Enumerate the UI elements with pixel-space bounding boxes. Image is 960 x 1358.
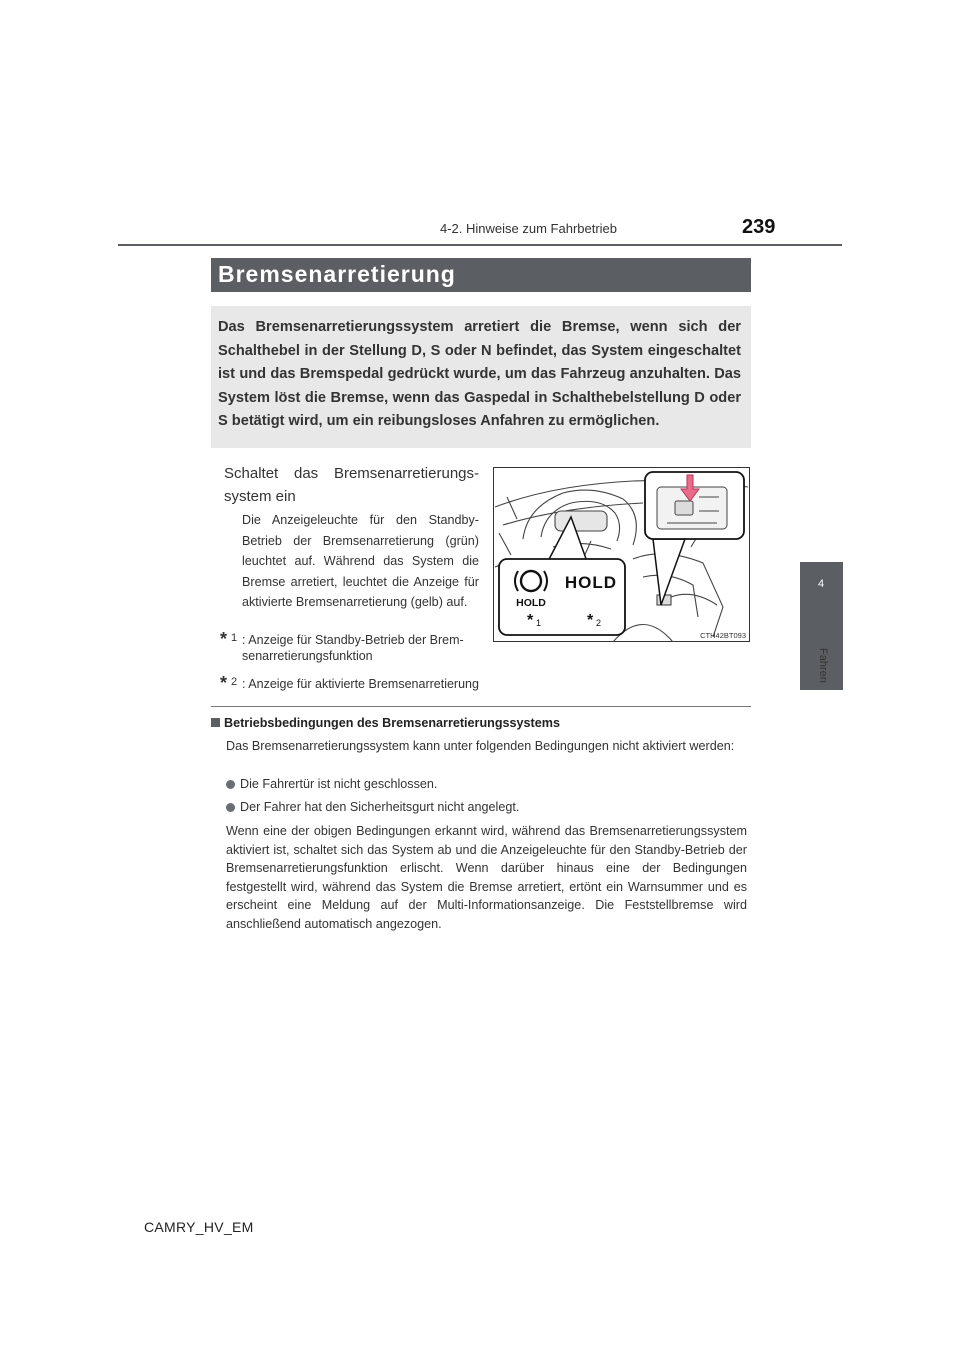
chapter-tab-number: 4 — [817, 578, 825, 590]
conditions-outro: Wenn eine der obigen Bedingungen erkannt wird, während das Bremsenarretierungssystem aktiviert ist, schaltet sich das System ab und die Anzeigeleuchte für den Standby-Betrieb der Bremsenarretierungsfunktion erlischt. Wenn darüber hinaus eine der Bedingungen festgestellt wird, während das System die Bremse arretiert, ertönt ein Warnsummer und es erscheint eine Meldung auf der Multi-Informationsanzeige. Die Feststellbremse wird anschließend automatisch angezogen. — [226, 824, 747, 931]
conditions-heading — [211, 716, 560, 730]
lead-detail-text: Die Anzeigeleuchte für den Standby-Betrieb der Bremsenarretierung (grün) leuchtet auf. Während das System die Bremse arretiert, leuchtet die Anzeige für aktivierte Bremsenarretierung (gelb) auf. — [242, 513, 479, 609]
marker-number-1: 1 — [536, 618, 542, 628]
list-item — [226, 777, 437, 791]
marker-number-2: 2 — [596, 618, 602, 628]
dashboard-illustration — [493, 467, 750, 642]
footnote-mark: 1 — [231, 632, 238, 644]
list-item — [226, 800, 519, 814]
footnote-star: * — [220, 629, 228, 649]
footnote-mark: 2 — [231, 676, 238, 688]
section-divider — [211, 706, 751, 707]
footnote-content: Anzeige für aktivierte Bremsenarretierung — [248, 677, 479, 691]
page-number: 239 — [742, 216, 776, 238]
bullet-dot-icon — [226, 780, 235, 789]
footnote-separator: : — [242, 677, 246, 691]
conditions-intro: Das Bremsenarretierungssystem kann unter folgenden Bedingungen nicht aktiviert werden: — [226, 739, 735, 753]
list-item-text: Der Fahrer hat den Sicherheitsgurt nicht angelegt. — [240, 800, 520, 814]
intro-box — [211, 306, 751, 448]
title-bar — [211, 258, 751, 292]
footnote-text — [242, 676, 479, 692]
footnote-star: * — [220, 673, 228, 693]
footnote-1 — [220, 629, 500, 668]
bullet-dot-icon — [226, 803, 235, 812]
footnote-text — [242, 632, 500, 664]
section-label: 4-2. Hinweise zum Fahrbetrieb — [440, 221, 618, 236]
list-item-text: Die Fahrertür ist nicht geschlossen. — [240, 777, 438, 791]
footer-code: CAMRY_HV_EM — [144, 1219, 254, 1235]
lead-text: Schaltet das Bremsenarretierungssystem ein — [224, 465, 479, 505]
footnote-separator: : — [242, 633, 246, 647]
marker-star-1: * — [527, 612, 534, 629]
brake-hold-active-indicator: HOLD — [564, 573, 618, 592]
intro-text: Das Bremsenarretierungssystem arretiert die Bremse, wenn sich der Schalthebel in der Stellung D, S oder N befindet, das System eingeschaltet ist und das Bremspedal gedrückt wurde, um das Fahrzeug anzuhalten. Das System löst die Bremse, wenn das Gaspedal in Schalthebelstellung D oder S betätigt wird, um ein reibungsloses Anfahren zu ermöglichen. — [218, 319, 741, 429]
illustration-code: CTH42BT093 — [700, 631, 746, 640]
header-divider — [118, 244, 842, 246]
footnote-2 — [220, 673, 540, 694]
chapter-tab-label: Fahren — [817, 648, 829, 683]
page-title: Bremsenarretierung — [218, 261, 456, 287]
square-bullet-icon — [211, 718, 220, 727]
hold-icon-label: HOLD — [516, 597, 546, 609]
marker-star-2: * — [587, 612, 594, 629]
footnote-content: Anzeige für Standby-Betrieb der Bremsenarretierungsfunktion — [242, 633, 464, 663]
conditions-heading-text: Betriebsbedingungen des Bremsenarretierungssystems — [224, 716, 560, 730]
